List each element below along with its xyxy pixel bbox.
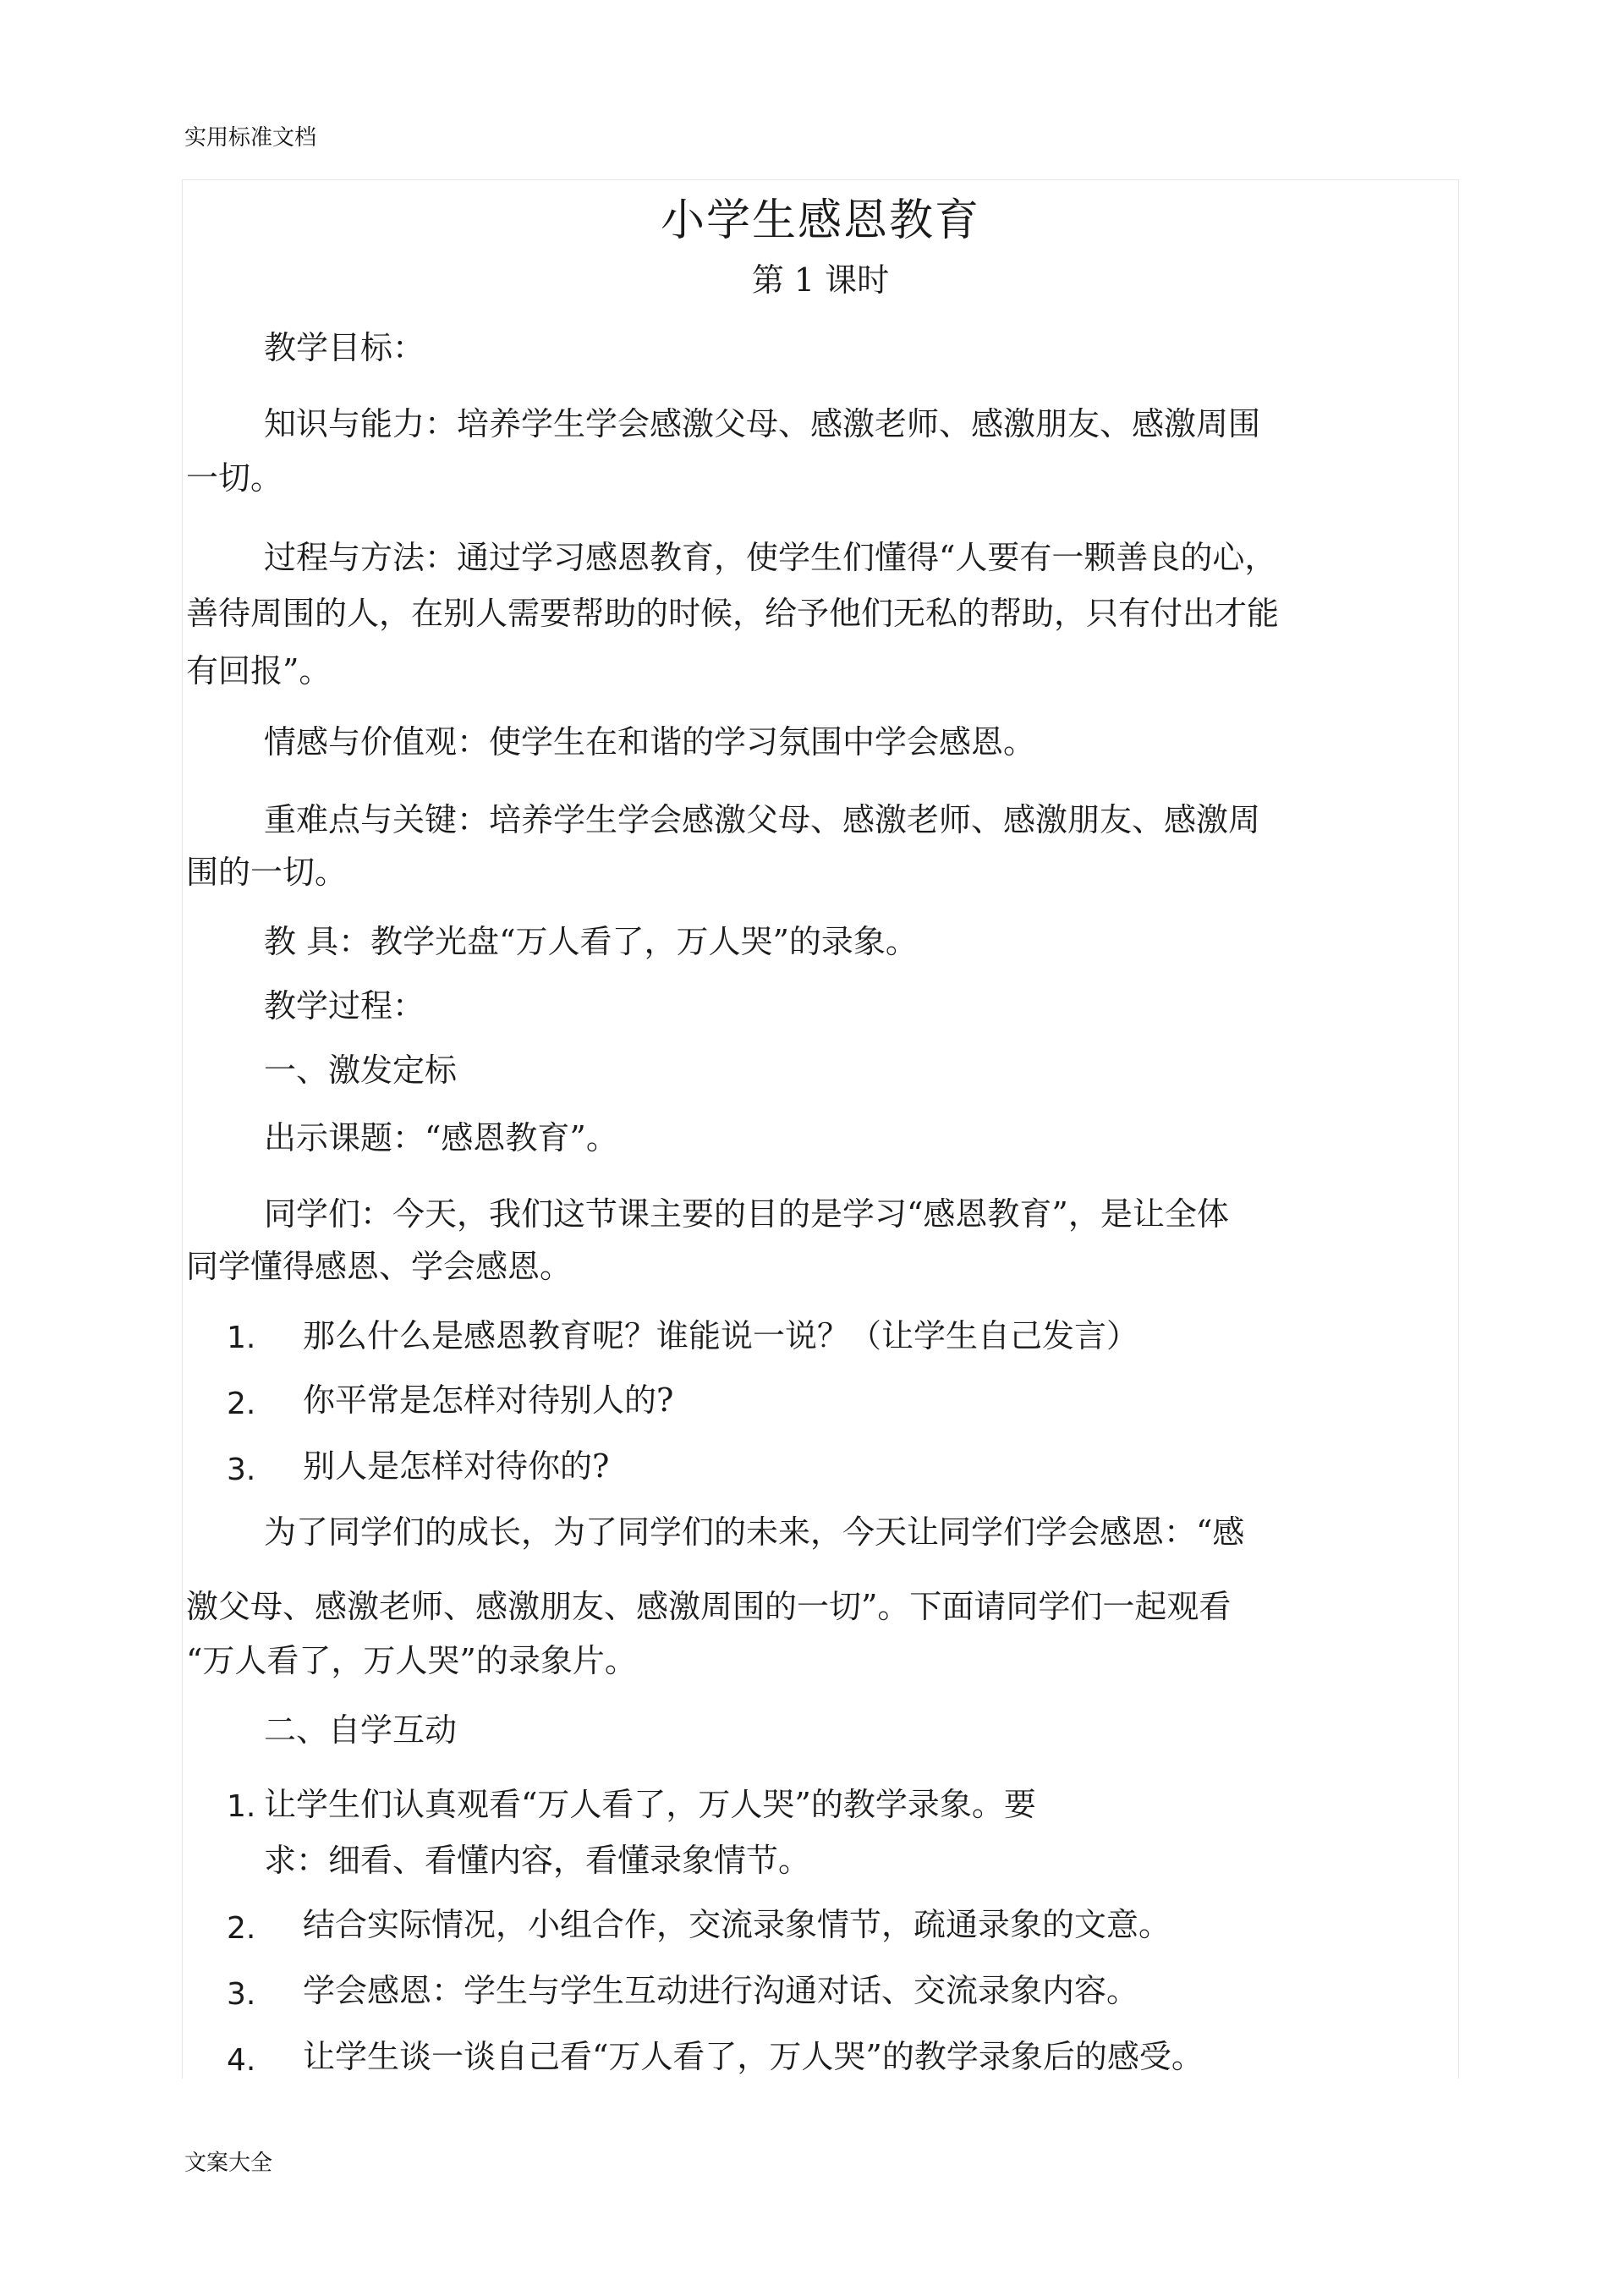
- intro-line-2: 同学懂得感恩、学会感恩。: [186, 1248, 573, 1285]
- step-1-text-a: 让学生们认真观看“万人看了，万人哭”的教学录象。要: [264, 1786, 1036, 1823]
- growth-line-1: 为了同学们的成长，为了同学们的未来，今天让同学们学会感恩：“感: [264, 1513, 1245, 1551]
- show-topic-line: 出示课题：“感恩教育”。: [264, 1119, 618, 1156]
- emotion-line: 情感与价值观：使学生在和谐的学习氛围中学会感恩。: [264, 723, 1036, 761]
- question-1-text: 那么什么是感恩教育呢？谁能说一说？（让学生自己发言）: [303, 1317, 1139, 1354]
- section-2-heading: 二、自学互动: [264, 1711, 458, 1749]
- process-line-3: 有回报”。: [186, 652, 332, 689]
- page-header-label: 实用标准文档: [184, 125, 317, 151]
- question-2-number: 2.: [227, 1387, 256, 1421]
- process-line-2: 善待周围的人，在别人需要帮助的时候，给予他们无私的帮助，只有付出才能: [186, 595, 1280, 632]
- question-2-text: 你平常是怎样对待别人的?: [303, 1381, 674, 1419]
- page-footer-label: 文案大全: [184, 2150, 273, 2176]
- step-1-text-b: 求：细看、看懂内容，看懂录象情节。: [264, 1842, 811, 1879]
- step-4-text: 让学生谈一谈自己看“万人看了，万人哭”的教学录象后的感受。: [303, 2038, 1204, 2075]
- process-heading: 教学过程：: [264, 987, 425, 1024]
- key-line-1: 重难点与关键：培养学生学会感激父母、感激老师、感激朋友、感激周: [264, 801, 1261, 838]
- question-3-text: 别人是怎样对待你的?: [303, 1447, 610, 1485]
- step-4-number: 4.: [227, 2043, 256, 2078]
- knowledge-line-2: 一切。: [186, 459, 283, 497]
- document-title: 小学生感恩教育: [660, 195, 980, 246]
- step-2-text: 结合实际情况，小组合作，交流录象情节，疏通录象的文意。: [303, 1906, 1171, 1943]
- section-1-heading: 一、激发定标: [264, 1052, 458, 1089]
- growth-line-2: 激父母、感激老师、感激朋友、感激周围的一切”。下面请同学们一起观看: [186, 1588, 1232, 1625]
- step-2-number: 2.: [227, 1911, 256, 1946]
- growth-line-3: “万人看了，万人哭”的录象片。: [186, 1642, 637, 1679]
- question-3-number: 3.: [227, 1453, 256, 1487]
- key-line-2: 围的一切。: [186, 854, 348, 891]
- document-subtitle: 第 1 课时: [751, 261, 890, 299]
- process-line-1: 过程与方法：通过学习感恩教育，使学生们懂得“人要有一颗善良的心，: [264, 539, 1277, 576]
- goals-heading: 教学目标：: [264, 329, 425, 366]
- tools-line: 教 具：教学光盘“万人看了，万人哭”的录象。: [264, 923, 918, 960]
- knowledge-line-1: 知识与能力：培养学生学会感激父母、感激老师、感激朋友、感激周围: [264, 405, 1261, 442]
- intro-line-1: 同学们：今天，我们这节课主要的目的是学习“感恩教育”，是让全体: [264, 1195, 1229, 1233]
- step-3-text: 学会感恩：学生与学生互动进行沟通对话、交流录象内容。: [303, 1972, 1139, 2009]
- step-3-number: 3.: [227, 1977, 256, 2012]
- question-1-number: 1.: [227, 1321, 256, 1355]
- step-1-number: 1.: [227, 1789, 256, 1824]
